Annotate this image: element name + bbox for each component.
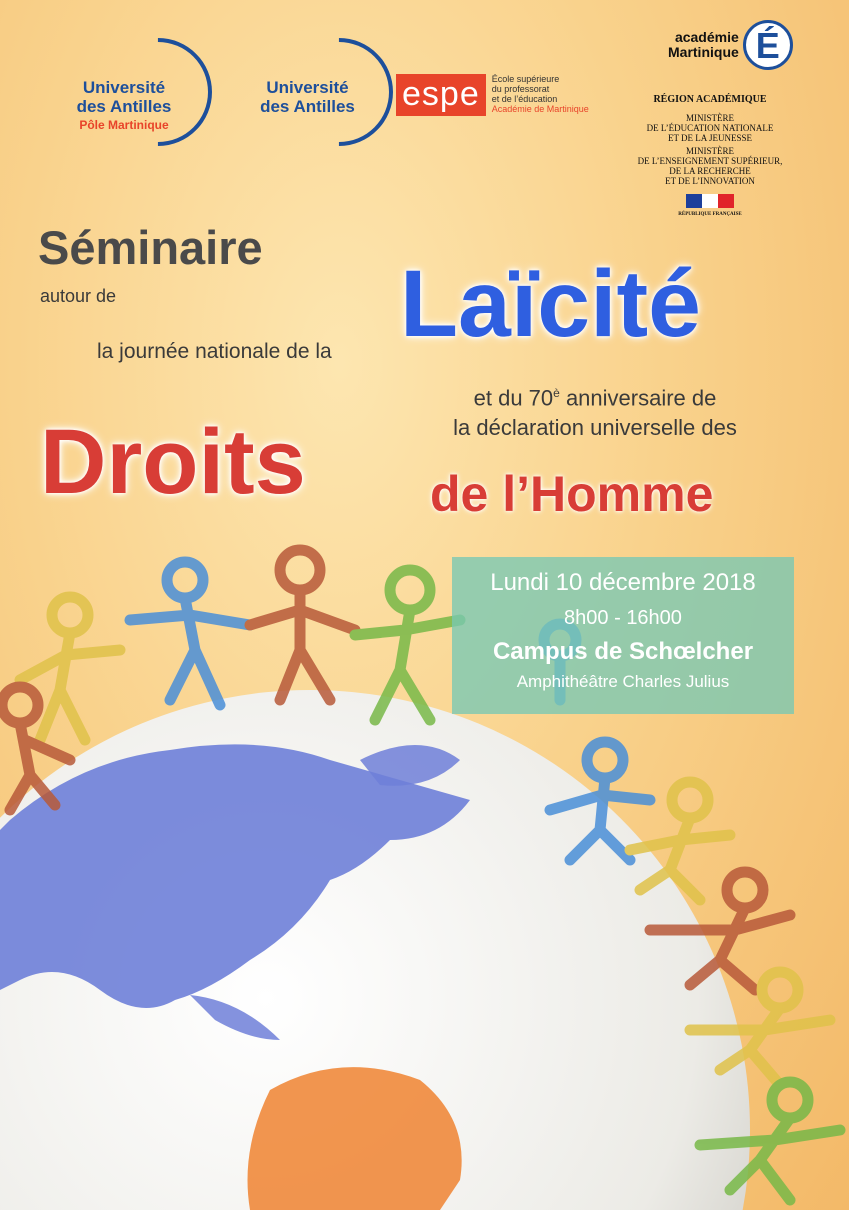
event-campus: Campus de Schœlcher <box>492 638 754 665</box>
academie-line1: académie <box>674 29 739 45</box>
ua-logo[interactable] <box>250 38 390 153</box>
espe-line3: et de l’éducation <box>491 94 558 104</box>
ua-line2: des Antilles <box>260 97 355 116</box>
anniversary-line1: et du $70^è$ anniversaire de <box>473 385 717 411</box>
ministere-2b: DE L’ENSEIGNEMENT SUPÉRIEUR, <box>637 156 783 166</box>
ministere-1a: MINISTÈRE <box>686 113 734 123</box>
event-info-box <box>452 557 794 714</box>
ua-pole-sub: Pôle Martinique <box>79 118 169 132</box>
academie-logo[interactable] <box>668 20 793 70</box>
homme-title: de l’Homme <box>430 466 714 522</box>
academie-line2: Martinique <box>668 44 739 60</box>
ministere-2a: MINISTÈRE <box>686 146 734 156</box>
anniversary-sup: è <box>553 386 560 400</box>
espe-line4: Académie de Martinique <box>491 104 589 114</box>
region-academique-block <box>620 95 800 220</box>
espe-line2: du professorat <box>491 84 550 94</box>
event-hours: 8h00 - 16h00 <box>564 607 682 629</box>
event-date: Lundi 10 décembre 2018 <box>490 569 756 596</box>
ministere-1c: ET DE LA JEUNESSE <box>667 133 753 143</box>
ministere-1b: DE L’ÉDUCATION NATIONALE <box>646 123 774 133</box>
republique-label: RÉPUBLIQUE FRANÇAISE <box>678 212 742 217</box>
ua-line1: Université <box>266 78 349 97</box>
ministere-2c: DE LA RECHERCHE <box>669 166 751 176</box>
region-head: RÉGION ACADÉMIQUE <box>653 94 767 105</box>
ua-pole-line1: Université <box>82 78 166 97</box>
ua-pole-line2: des Antilles <box>76 97 172 116</box>
espe-logo[interactable] <box>396 74 589 116</box>
autour-de-label: autour de <box>40 286 117 306</box>
declaration-line: la déclaration universelle des <box>453 415 737 441</box>
french-flag-icon <box>686 194 734 208</box>
espe-mark: espe <box>396 74 486 116</box>
ministere-2d: ET DE L’INNOVATION <box>665 176 755 186</box>
seminaire-title: Séminaire <box>38 221 263 274</box>
journee-label: la journée nationale de la <box>97 340 332 363</box>
espe-line1: École supérieure <box>491 74 560 84</box>
south-america-shape <box>248 1067 462 1210</box>
droits-title: Droits <box>40 411 306 513</box>
academie-e-badge-icon: É <box>743 20 793 70</box>
anniversary-block <box>400 378 790 443</box>
event-room: Amphithéâtre Charles Julius <box>516 672 730 691</box>
laicite-title: Laïcité <box>400 251 701 357</box>
ua-pole-logo[interactable] <box>64 38 204 153</box>
